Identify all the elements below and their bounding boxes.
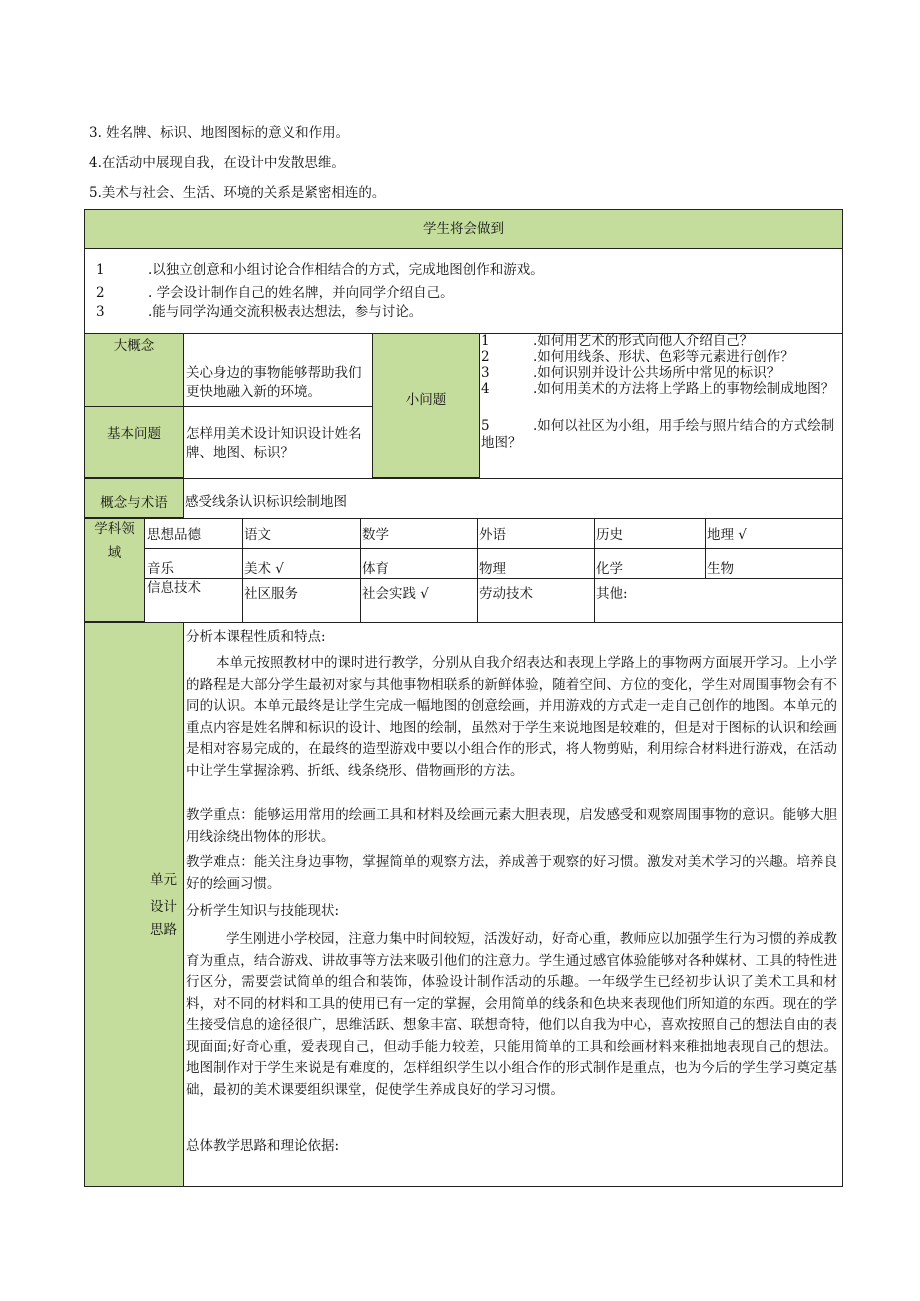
design-heading-students: 分析学生知识与技能现状: bbox=[186, 903, 340, 919]
subject-cell: 地理 √ bbox=[707, 527, 747, 543]
subject-cell: 音乐 bbox=[147, 561, 174, 577]
design-paragraph-nature: 本单元按照教材中的课时进行教学，分别从自我介绍表达和表现上学路上的事物两方面展开学习。上小学的路程是大部分学生最初对家与其他事物相联系的新鲜体验，随着空间、方位的变化，学生对周围事物会有不同的认识。本单元最终是让学生完成一幅地图的创意绘画，并用游戏的方式走一走自己创作的地图。本单元的重点内容是姓名牌和标识的设计、地图的绘制，虽然对于学生来说地图是较难的，但是对于图标的认识和绘画是相对容易完成的，在最终的造型游戏中要以小组合作的形式，将人物剪贴，利用综合材料进行游戏，在活动中让学生掌握涂鸦、折纸、线条绕形、借物画形的方法。 bbox=[186, 655, 837, 779]
small-question-item: 3 .如何识别并设计公共场所中常见的标识？ bbox=[481, 365, 781, 381]
subject-cell: 劳动技术 bbox=[479, 586, 533, 602]
design-label: 单元 bbox=[150, 872, 177, 888]
design-label: 设计 bbox=[150, 899, 177, 915]
design-paragraph-students: 学生刚进小学校园，注意力集中时间较短，活泼好动，好奇心重，教师应以加强学生行为习惯的养成教育为重点，结合游戏、讲故事等方法来吸引他们的注意力。学生通过感官体验能够对各种媒材、工具的特性进行区分，需要尝试简单的组合和装饰，体验设计制作活动的乐趣。一年级学生已经初步认识了美术工具和材料，对不同的材料和工具的使用已有一定的掌握，会用简单的线条和色块来表现他们所知道的东西。现在的学生接受信息的途径很广，思维活跃、想象丰富、联想奇特，他们以自我为中心，喜欢按照自己的想法自由的表现面面;好奇心重，爱表现自己，但动手能力较差，只能用简单的工具和绘画材料来稚拙地表现自己的想法。地图制作对于学生来说是有难度的，怎样组织学生以小组合作的形式制作是重点，也为今后的学生学习奠定基础，最初的美术课要组织课堂，促使学生养成良好的学习习惯。 bbox=[186, 931, 838, 1098]
intro-line-4: 4.在活动中展现自我，在设计中发散思维。 bbox=[89, 155, 345, 171]
outcome-item: 2 . 学会设计制作自己的姓名牌，并向同学介绍自己。 bbox=[96, 285, 454, 301]
subject-cell: 社会实践 √ bbox=[362, 586, 429, 602]
subject-cell: 数学 bbox=[362, 527, 389, 543]
small-question-label: 小问题 bbox=[405, 392, 447, 408]
outcome-item: 1 .以独立创意和小组讨论合作相结合的方式，完成地图创作和游戏。 bbox=[96, 262, 544, 278]
design-label: 思路 bbox=[150, 922, 177, 938]
subject-cell: 化学 bbox=[596, 561, 623, 577]
small-question-item: 1 .如何用艺术的形式向他人介绍自己？ bbox=[481, 333, 754, 349]
small-question-item: 4 .如何用美术的方法将上学路上的事物绘制成地图？ bbox=[481, 381, 835, 397]
terms-label: 概念与术语 bbox=[100, 495, 168, 511]
basic-question-text: 怎样用美术设计知识设计姓名牌、地图、标识？ bbox=[186, 426, 362, 461]
design-difficulty: 教学难点：能关注身边事物，掌握简单的观察方法，养成善于观察的好习惯。激发对美术学习的兴趣。培养良好的绘画习惯。 bbox=[186, 854, 837, 892]
outcome-item: 3 .能与同学沟通交流积极表达想法，参与讨论。 bbox=[96, 304, 423, 320]
subject-cell: 生物 bbox=[707, 561, 734, 577]
subject-cell: 社区服务 bbox=[244, 586, 298, 602]
design-key-point: 教学重点：能够运用常用的绘画工具和材料及绘画元素大胆表现，启发感受和观察周围事物的意识。能够大胆用线涂绕出物体的形状。 bbox=[186, 807, 837, 845]
small-question-item: 2 .如何用线条、形状、色彩等元素进行创作？ bbox=[481, 349, 794, 365]
subject-cell: 外语 bbox=[479, 527, 506, 543]
basic-question-label-cell bbox=[84, 406, 184, 478]
subject-cell: 历史 bbox=[596, 527, 623, 543]
design-heading-overall: 总体教学思路和理论依据: bbox=[186, 1138, 340, 1154]
subject-cell: 思想品德 bbox=[147, 527, 201, 543]
intro-line-5: 5.美术与社会、生活、环境的关系是紧密相连的。 bbox=[89, 185, 386, 201]
design-heading-nature: 分析本课程性质和特点: bbox=[186, 629, 326, 645]
subject-cell: 其他: bbox=[596, 586, 628, 602]
subject-cell: 信息技术 bbox=[147, 580, 201, 596]
subject-cell: 语文 bbox=[244, 527, 271, 543]
subject-cell: 体育 bbox=[362, 561, 389, 577]
small-question-item: 5 .如何以社区为小组，用手绘与照片结合的方式绘制地图？ bbox=[481, 418, 835, 451]
subject-label: 学科领 bbox=[94, 521, 135, 537]
table-header-title: 学生将会做到 bbox=[423, 221, 504, 237]
subject-cell: 美术 √ bbox=[244, 561, 284, 577]
subject-cell: 物理 bbox=[479, 561, 506, 577]
basic-question-label: 基本问题 bbox=[107, 426, 161, 442]
intro-line-3: 3. 姓名牌、标识、地图图标的意义和作用。 bbox=[89, 125, 350, 141]
terms-text: 感受线条认识标识绘制地图 bbox=[185, 494, 347, 510]
subject-label: 域 bbox=[107, 545, 122, 561]
big-concept-text: 关心身边的事物能够帮助我们更快地融入新的环境。 bbox=[186, 365, 362, 400]
big-concept-label: 大概念 bbox=[113, 338, 155, 354]
